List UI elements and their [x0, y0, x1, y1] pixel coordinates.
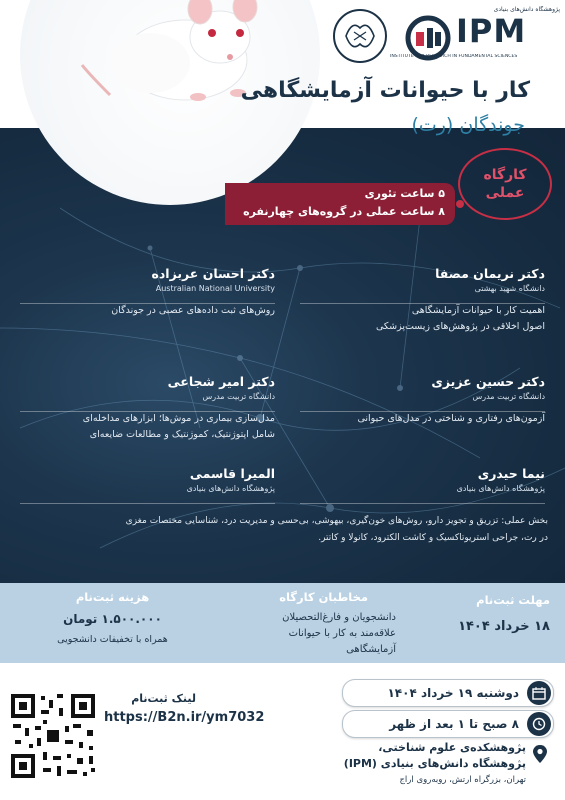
speaker-card-azizi [300, 373, 545, 427]
audience-label: مخاطبان کارگاه [279, 590, 368, 604]
location-icon [532, 744, 548, 764]
divider [20, 411, 275, 412]
speaker-topic: اصول اخلاقی در پژوهش‌های زیست‌پزشکی [375, 321, 545, 332]
deadline-label: مهلت ثبت‌نام [476, 593, 550, 607]
practical-description-line: بخش عملی: تزریق و تجویز دارو، روش‌های خون‌گیری، بیهوشی، بی‌حسی و مدیریت درد، شناسایی مختصات مغزی [125, 516, 548, 526]
clock-icon [527, 712, 551, 736]
speaker-card-arabzadeh [20, 265, 275, 319]
speaker-affiliation: Australian National University [155, 284, 275, 293]
venue-address: تهران، بزرگراه ارتش، روبه‌روی اراج [399, 775, 526, 785]
practical-description-line: در رت، جراحی استریوتاکسیک و کاشت الکترود، کانولا و کاتتر. [318, 533, 548, 543]
speaker-topic: روش‌های ثبت داده‌های عصبی در جوندگان [111, 305, 275, 316]
audience-box [218, 590, 418, 658]
page-subtitle: جوندگان (رت) [411, 114, 525, 136]
logo-area [330, 6, 560, 66]
speaker-card-heydari [300, 465, 545, 495]
speaker-topic: شامل اپتوژنتیک، کموژنتیک و مطالعات ضایعه‌ای [89, 429, 275, 440]
fee-note: همراه با تخفیفات دانشجویی [57, 634, 168, 645]
deadline-box [425, 593, 550, 634]
speaker-name: دکتر حسین عزیزی [431, 374, 545, 389]
fee-label: هزینه ثبت‌نام [75, 590, 150, 604]
divider [300, 411, 545, 412]
speaker-name: دکتر امیر شجاعی [167, 374, 275, 389]
registration-link-label: لینک ثبت‌نام [131, 692, 196, 705]
speaker-card-ghasemi [20, 465, 275, 495]
audience-line: آزمایشگاهی [346, 644, 396, 655]
speaker-affiliation: دانشگاه شهید بهشتی [474, 284, 545, 293]
speaker-card-mosaffa [300, 265, 545, 335]
cognitive-sciences-logo [330, 6, 390, 66]
practical-hours: ۸ ساعت عملی در گروه‌های چهارنفره [243, 205, 445, 218]
speaker-topic: اهمیت کار با حیوانات آزمایشگاهی [411, 305, 545, 316]
divider [300, 303, 545, 304]
venue-line: پژوهشکده‌ی علوم شناختی، [378, 741, 526, 754]
theory-hours: ۵ ساعت تئوری [364, 187, 445, 200]
fee-box [20, 590, 205, 645]
speaker-affiliation: دانشگاه تربیت مدرس [202, 392, 275, 401]
speaker-affiliation: دانشگاه تربیت مدرس [472, 392, 545, 401]
event-time: ۸ صبح تا ۱ بعد از ظهر [389, 717, 519, 731]
practical-description [18, 513, 548, 547]
speaker-card-shojaei [20, 373, 275, 443]
workshop-badge-label: کارگاه عملی [483, 167, 527, 201]
calendar-icon [527, 681, 551, 705]
speaker-affiliation: پژوهشگاه دانش‌های بنیادی [186, 484, 275, 493]
qr-code[interactable] [7, 690, 99, 782]
ipm-caption-fa: پژوهشگاه دانش‌های بنیادی [493, 6, 560, 13]
hours-banner [225, 183, 455, 225]
page-title: کار با حیوانات آزمایشگاهی [240, 78, 530, 103]
date-pill [342, 679, 554, 707]
badge-connector-dot [456, 200, 464, 208]
ipm-logo-text: IPM [456, 12, 527, 50]
speaker-name: نیما حیدری [477, 466, 545, 481]
workshop-badge [458, 148, 552, 220]
venue [300, 740, 526, 788]
registration-link-url[interactable]: https://B2n.ir/ym7032 [104, 710, 265, 725]
speaker-topic: آزمون‌های رفتاری و شناختی در مدل‌های حیوانی [357, 413, 545, 424]
fee-value: ۱.۵۰۰.۰۰۰ تومان [63, 612, 162, 626]
ipm-caption-en: INSTITUTE FOR RESEARCH IN FUNDAMENTAL SCIENCES [390, 54, 518, 59]
event-date: دوشنبه ۱۹ خرداد ۱۴۰۴ [387, 686, 519, 700]
audience-line: علاقه‌مند به کار با حیوانات [288, 628, 396, 639]
divider [20, 303, 275, 304]
divider [20, 503, 275, 504]
divider [300, 503, 545, 504]
venue-line: پژوهشگاه دانش‌های بنیادی (IPM) [343, 757, 526, 770]
speaker-name: المیرا قاسمی [189, 466, 275, 481]
speaker-name: دکتر نریمان مصفا [435, 266, 545, 281]
deadline-value: ۱۸ خرداد ۱۴۰۴ [458, 619, 550, 634]
speaker-affiliation: پژوهشگاه دانش‌های بنیادی [456, 484, 545, 493]
speaker-topic: مدل‌سازی بیماری در موش‌ها؛ ابزارهای مداخله‌ای [82, 413, 275, 424]
audience-line: دانشجویان و فارغ‌التحصیلان [282, 612, 396, 623]
time-pill [342, 710, 554, 738]
speaker-name: دکتر احسان عربزاده [151, 266, 275, 281]
